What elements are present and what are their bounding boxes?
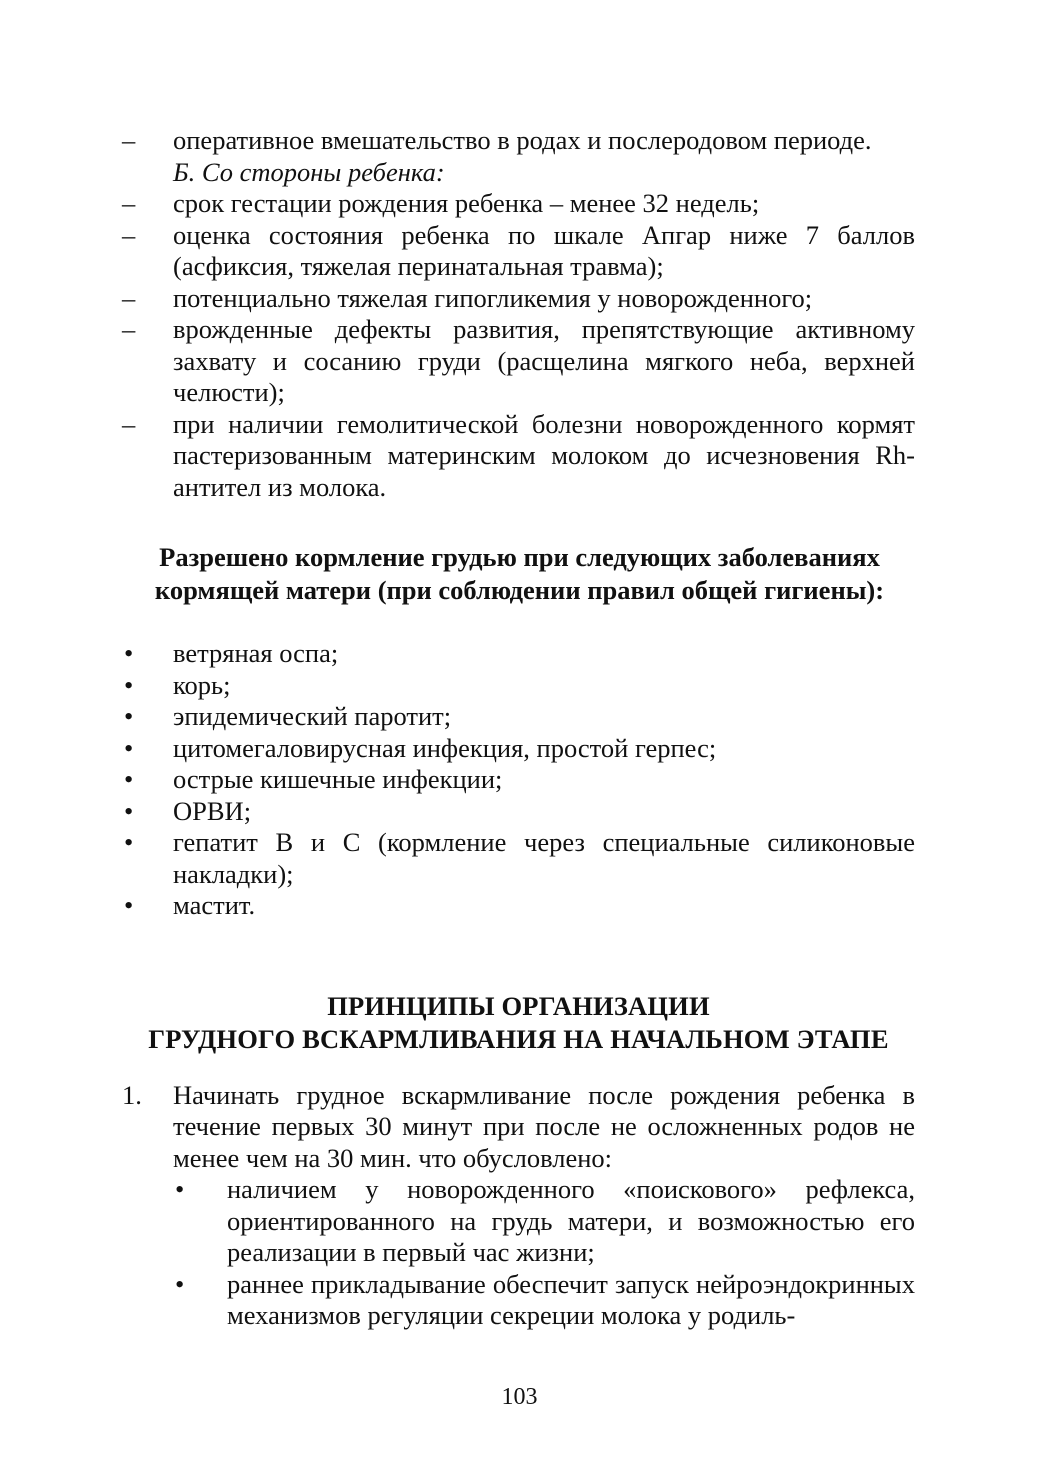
list-item	[122, 638, 915, 670]
list-item	[122, 188, 915, 220]
list-item	[122, 220, 915, 283]
list-item	[122, 409, 915, 504]
list-item	[122, 764, 915, 796]
section-title-line: ПРИНЦИПЫ ОРГАНИЗАЦИИ	[327, 990, 710, 1021]
dash-marker: –	[122, 188, 136, 218]
child-subheading: Б. Со стороны ребенка:	[173, 156, 445, 187]
list-item-text: оперативное вмешательство в родах и послеродовом периоде.	[173, 125, 872, 155]
bullet-marker: •	[124, 669, 134, 700]
list-item	[122, 701, 915, 733]
list-item-text: срок гестации рождения ребенка – менее 32 недель;	[173, 188, 760, 218]
list-item-text: острые кишечные инфекции;	[173, 764, 503, 794]
principle-sub-list	[173, 1174, 915, 1332]
bullet-marker: •	[124, 638, 134, 668]
bullet-marker: •	[124, 701, 134, 731]
bullet-marker: •	[124, 890, 134, 920]
dash-marker: –	[122, 408, 136, 439]
principles-list	[122, 1080, 915, 1332]
page-number: 103	[501, 1384, 538, 1410]
bullet-marker: •	[175, 1268, 185, 1299]
list-item-text: ветряная оспа;	[173, 638, 339, 668]
bullet-marker: •	[124, 764, 134, 794]
allowed-diseases-heading	[124, 541, 915, 607]
numbered-item	[122, 1080, 915, 1175]
sub-list-item	[173, 1174, 915, 1269]
dash-marker: –	[122, 314, 136, 344]
list-item	[122, 314, 915, 409]
section-title	[122, 990, 915, 1056]
item-number: 1.	[122, 1079, 142, 1110]
dash-marker: –	[122, 125, 136, 155]
list-item-text: при наличии гемолитической болезни новорожденного кормят пастеризованным материнским молоком до исчезновения Rh-антител из молока.	[173, 408, 915, 502]
sub-list-item-text: наличием у новорожденного «поискового» рефлекса, ориентированного на грудь матери, и возможностью его реализации в первый час жизни;	[227, 1174, 915, 1267]
list-item	[122, 733, 915, 765]
dash-marker: –	[122, 219, 136, 250]
list-item	[122, 670, 915, 702]
page-content	[122, 125, 915, 1332]
dash-list-mother	[122, 125, 915, 157]
list-item-text: корь;	[173, 669, 231, 700]
list-item-text: потенциально тяжелая гипогликемия у новорожденного;	[173, 282, 813, 313]
list-item	[122, 283, 915, 315]
list-item-text: цитомегаловирусная инфекция, простой герпес;	[173, 732, 717, 763]
bullet-marker: •	[124, 795, 134, 826]
dash-list-child	[122, 188, 915, 503]
allowed-diseases-list	[122, 638, 915, 922]
heading-line: Разрешено кормление грудью при следующих заболеваниях	[159, 542, 880, 572]
list-item	[122, 796, 915, 828]
section-title-line: ГРУДНОГО ВСКАРМЛИВАНИЯ НА НАЧАЛЬНОМ ЭТАПЕ	[148, 1023, 889, 1054]
list-item	[122, 890, 915, 922]
list-item	[122, 125, 915, 157]
heading-line: кормящей матери (при соблюдении правил общей гигиены):	[154, 575, 885, 605]
list-item-text: ОРВИ;	[173, 795, 252, 826]
bullet-marker: •	[124, 827, 134, 857]
sub-list-item-text: раннее прикладывание обеспечит запуск нейроэндокринных механизмов регуляции секреции молока у родиль-	[227, 1268, 915, 1330]
list-item	[122, 827, 915, 890]
dash-marker: –	[122, 282, 136, 313]
bullet-marker: •	[124, 732, 134, 763]
list-item-text: эпидемический паротит;	[173, 701, 452, 731]
list-item-text: гепатит В и С (кормление через специальные силиконовые накладки);	[173, 827, 915, 889]
list-item-text: врожденные дефекты развития, препятствующие активному захвату и сосанию груди (расщелина мягкого неба, верхней челюсти);	[173, 314, 915, 407]
list-item-text: мастит.	[173, 890, 256, 920]
sub-list-item	[173, 1269, 915, 1332]
numbered-item-text: Начинать грудное вскармливание после рождения ребенка в течение первых 30 минут при после не осложненных родов не менее чем на 30 мин. что обусловлено:	[173, 1079, 915, 1173]
list-item-text: оценка состояния ребенка по шкале Апгар ниже 7 баллов (асфиксия, тяжелая перинатальная травма);	[173, 219, 915, 281]
bullet-marker: •	[175, 1174, 185, 1204]
